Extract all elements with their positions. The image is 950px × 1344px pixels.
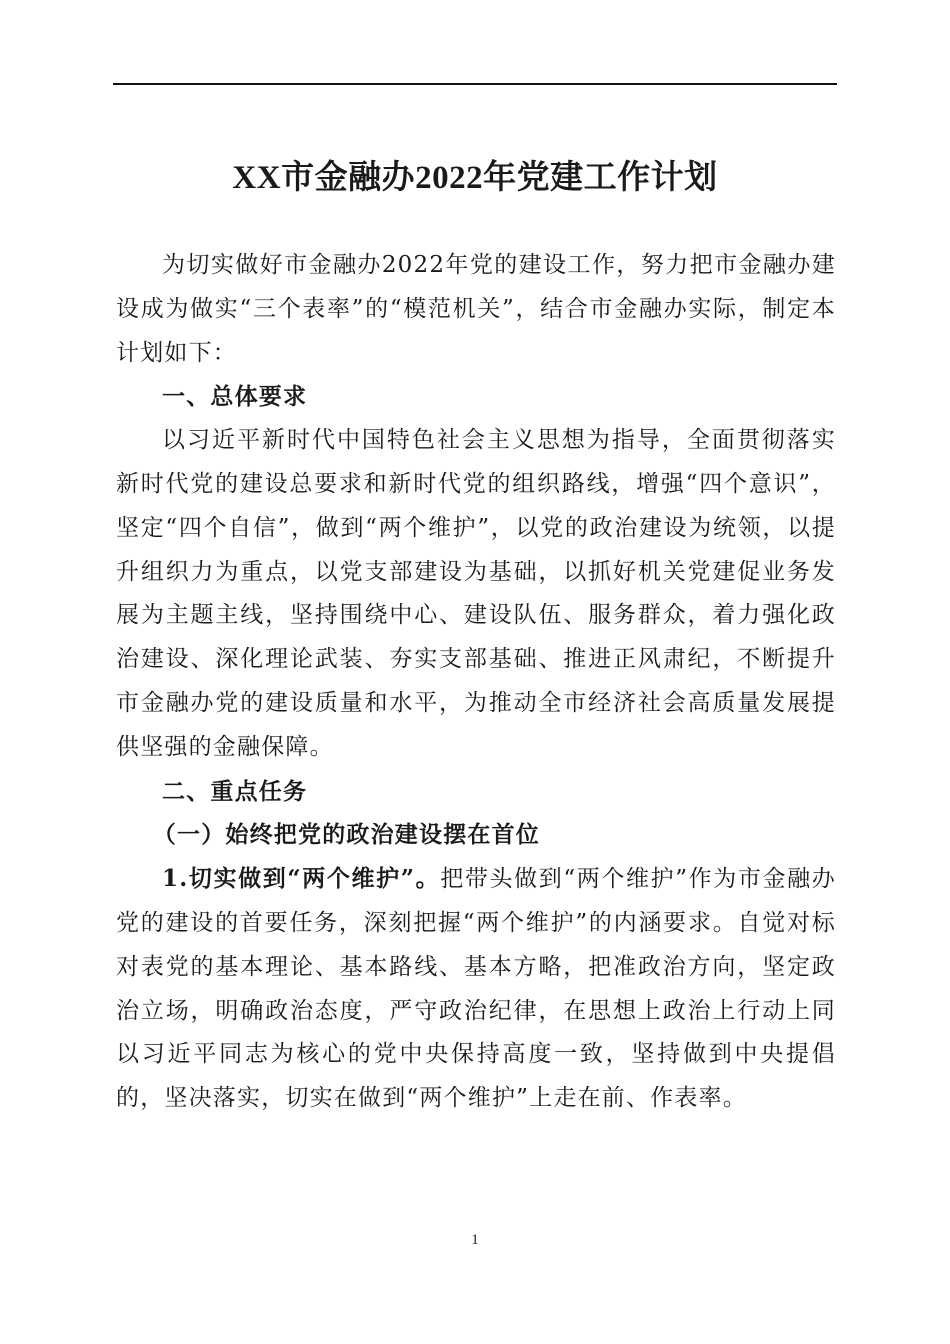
subsection-heading-political-building: （一）始终把党的政治建设摆在首位 [152, 821, 540, 849]
general-requirements-paragraph: 以习近平新时代中国特色社会主义思想为指导，全面贯彻落实新时代党的建设总要求和新时代党的组织路线，增强“四个意识”，坚定“四个自信”，做到“两个维护”，以党的政治建设为统领，以提升组织力为重点，以党支部建设为基础，以抓好机关党建促业务发展为主题主线，坚持围绕中心、建设队伍、服务群众，着力强化政治建设、深化理论武装、夯实支部基础、推进正风肃纪，不断提升市金融办党的建设质量和水平，为推动全市经济社会高质量发展提供坚强的金融保障。 [116, 427, 836, 760]
item-body: 把带头做到“两个维护”作为市金融办党的建设的首要任务，深刻把握“两个维护”的内涵要求。自觉对标对表党的基本理论、基本路线、基本方略，把准政治方向，坚定政治立场，明确政治态度，严守政治纪律，在思想上政治上行动上同以习近平同志为核心的党中央保持高度一致，坚持做到中央提倡的，坚决落实，切实在做到“两个维护”上走在前、作表率。 [116, 866, 836, 1112]
section-heading-key-tasks: 二、重点任务 [162, 777, 308, 805]
intro-paragraph: 为切实做好市金融办2022年党的建设工作，努力把市金融办建设成为做实“三个表率”的“模范机关”，结合市金融办实际，制定本计划如下： [116, 252, 836, 366]
document-title: XX市金融办2022年党建工作计划 [232, 160, 718, 196]
section-heading-general-requirements: 一、总体要求 [162, 383, 308, 411]
item-lead: 1.切实做到“两个维护”。 [162, 865, 441, 893]
document-body [116, 244, 836, 1121]
header-rule [113, 83, 837, 85]
item-paragraph-two-safeguards [116, 857, 836, 1121]
page-number: 1 [471, 1232, 479, 1248]
